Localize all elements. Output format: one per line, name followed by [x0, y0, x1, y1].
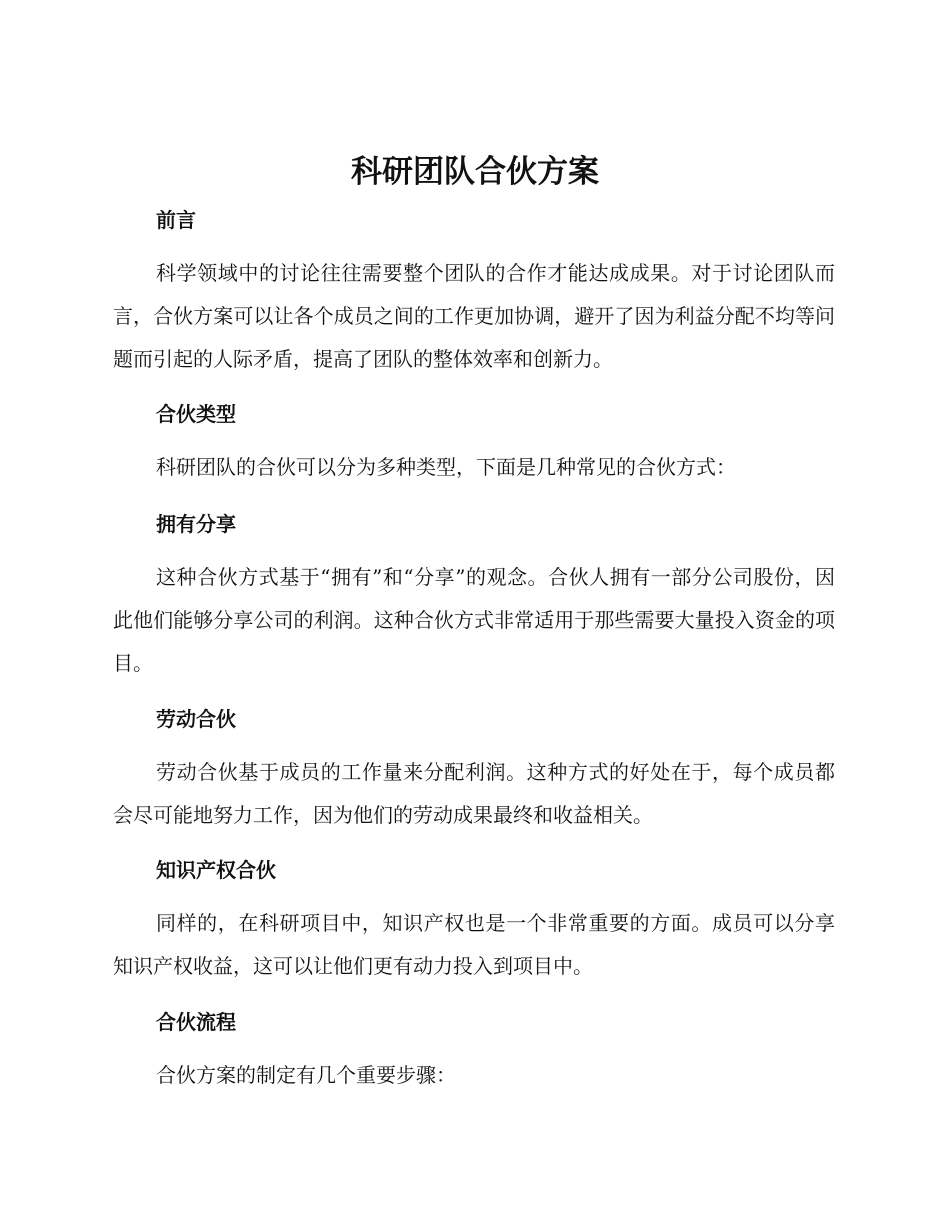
page-title: 科研团队合伙方案 — [351, 154, 599, 190]
paragraph-preface: 科学领域中的讨论往往需要整个团队的合作才能达成成果。对于讨论团队而言，合伙方案可以让各个成员之间的工作更加协调，避开了因为利益分配不均等问题而引起的人际矛盾，提高了团队的整体效率和创新力。 — [113, 261, 835, 371]
section-heading-partnership-process: 合伙流程 — [156, 1010, 236, 1034]
section-heading-labor-partnership: 劳动合伙 — [156, 707, 236, 731]
section-heading-ip-partnership: 知识产权合伙 — [156, 858, 276, 882]
section-heading-partnership-types: 合伙类型 — [156, 402, 236, 426]
paragraph-partnership-process: 合伙方案的制定有几个重要步骤： — [156, 1063, 456, 1087]
paragraph-partnership-types: 科研团队的合伙可以分为多种类型，下面是几种常见的合伙方式： — [156, 455, 736, 479]
paragraph-labor-partnership: 劳动合伙基于成员的工作量来分配利润。这种方式的好处在于，每个成员都会尽可能地努力工作，因为他们的劳动成果最终和收益相关。 — [113, 760, 835, 827]
section-heading-ownership-sharing: 拥有分享 — [156, 512, 236, 536]
section-heading-preface: 前言 — [156, 208, 196, 232]
paragraph-ip-partnership: 同样的，在科研项目中，知识产权也是一个非常重要的方面。成员可以分享知识产权收益，这可以让他们更有动力投入到项目中。 — [113, 911, 835, 978]
paragraph-ownership-sharing: 这种合伙方式基于“拥有”和“分享”的观念。合伙人拥有一部分公司股份，因此他们能够分享公司的利润。这种合伙方式非常适用于那些需要大量投入资金的项目。 — [113, 565, 835, 675]
